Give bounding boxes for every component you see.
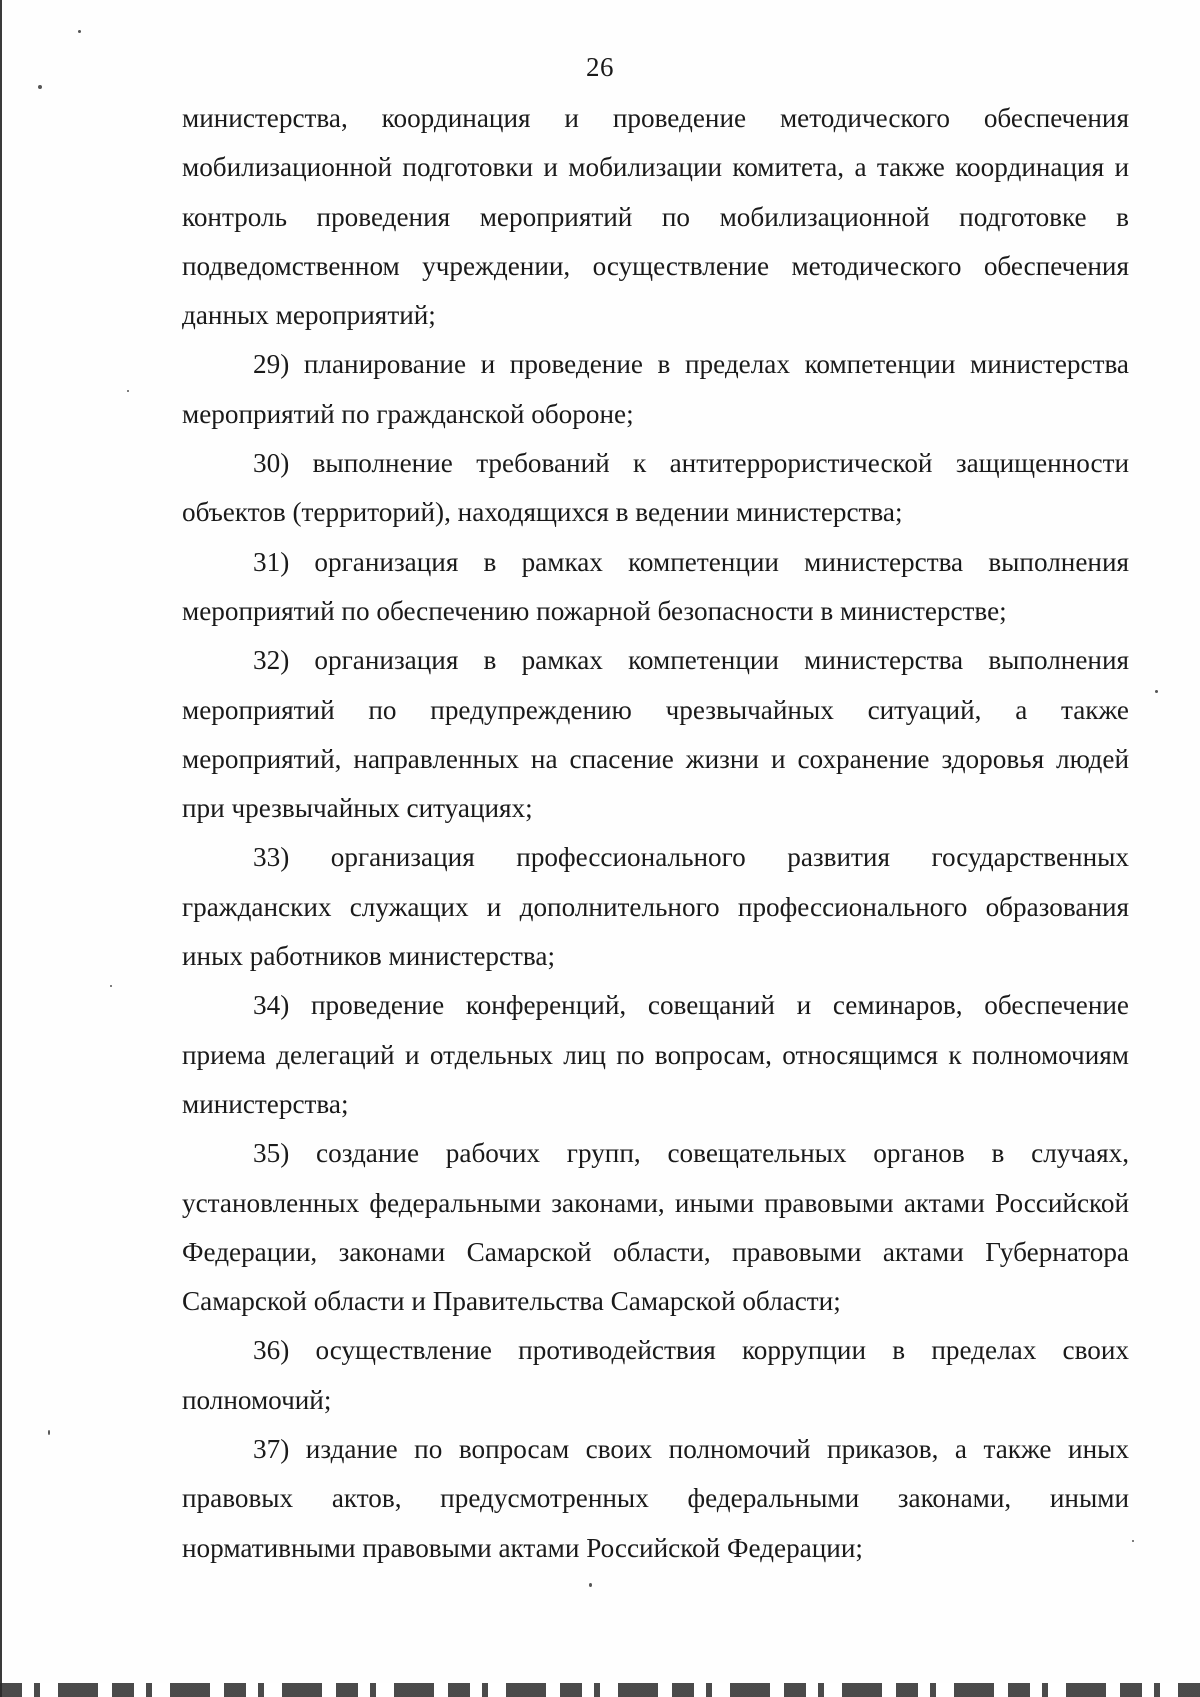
page-number: 26 — [586, 52, 614, 82]
list-item-31: 31) организация в рамках компетенции министерства выполнения мероприятий по обеспечению пожарной безопасности в министерстве; — [182, 546, 1129, 626]
document-body — [182, 94, 1129, 1573]
paragraph-continuation: министерства, координация и проведение методического обеспечения мобилизационной подготовки и мобилизации комитета, а также координация и контроль проведения мероприятий по мобилизационной подготовке в подведомственном учреждении, осуществление методического обеспечения данных мероприятий; — [182, 103, 1129, 331]
list-item-29: 29) планирование и проведение в пределах компетенции министерства мероприятий по гражданской обороне; — [182, 349, 1129, 429]
list-item-35: 35) создание рабочих групп, совещательных органов в случаях, установленных федеральными законами, иными правовыми актами Российской Федерации, законами Самарской области, правовыми актами Губернатора Самарской области и Правительства Самарской области; — [182, 1138, 1129, 1317]
list-item-32: 32) организация в рамках компетенции министерства выполнения мероприятий по предупреждению чрезвычайных ситуаций, а также мероприятий, направленных на спасение жизни и сохранение здоровья людей при чрезвычайных ситуациях; — [182, 645, 1129, 824]
scan-left-edge — [0, 0, 2, 1697]
scan-speck — [48, 1430, 50, 1435]
list-item-33: 33) организация профессионального развития государственных гражданских служащих и дополнительного профессионального образования иных работников министерства; — [182, 842, 1129, 972]
scan-speck — [78, 30, 81, 33]
list-item-34: 34) проведение конференций, совещаний и семинаров, обеспечение приема делегаций и отдельных лиц по вопросам, относящимся к полномочиям министерства; — [182, 990, 1129, 1119]
list-item-30: 30) выполнение требований к антитеррористической защищенности объектов (территорий), находящихся в ведении министерства; — [182, 448, 1129, 528]
scan-bottom-edge — [0, 1683, 1200, 1697]
list-item-37: 37) издание по вопросам своих полномочий приказов, а также иных правовых актов, предусмотренных федеральными законами, иными нормативными правовыми актами Российской Федерации; — [182, 1434, 1129, 1563]
scan-speck — [589, 1583, 592, 1587]
scan-speck — [127, 390, 129, 392]
scan-speck — [1132, 1540, 1134, 1542]
scan-speck — [1155, 690, 1158, 693]
scan-speck — [110, 985, 112, 987]
list-item-36: 36) осуществление противодействия коррупции в пределах своих полномочий; — [182, 1335, 1129, 1415]
scan-speck — [38, 85, 42, 89]
